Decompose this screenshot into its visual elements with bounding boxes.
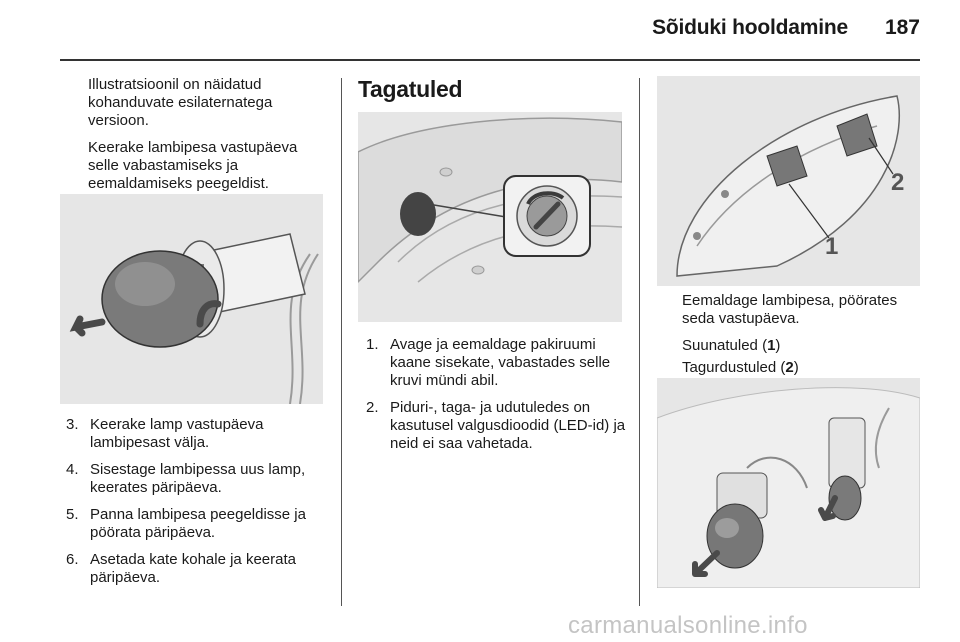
rear-lamp-drawing [657, 76, 920, 286]
step-text: Piduri-, taga- ja udutuledes on kasutusel valgusdioodid (LED-id) ja neid ei saa vahetada. [390, 399, 626, 452]
rear-bulbs-drawing [657, 378, 920, 588]
reverse-light-close: ) [793, 359, 799, 376]
step-4 [66, 461, 328, 497]
step-text: Asetada kate kohale ja keerata päripäeva. [90, 551, 296, 586]
turn-signal-item [682, 337, 922, 355]
bulb-removal-drawing [60, 194, 323, 404]
col3-text [682, 292, 922, 386]
intro-paragraph-1: Illustratsioonil on näidatud kohanduvate esilaternatega versioon. [88, 76, 273, 129]
step-number: 3. [66, 416, 79, 433]
section-title: Tagatuled [358, 76, 463, 102]
rear-bulbs-illustration [657, 378, 920, 588]
col1-intro [88, 76, 328, 202]
step-1 [366, 336, 628, 390]
turn-signal-ref: 1 [767, 337, 776, 354]
header-rule [60, 59, 920, 61]
step-6 [66, 551, 328, 587]
step-number: 2. [366, 399, 379, 416]
reverse-light-label: Tagurdustuled ( [682, 359, 786, 376]
col1-steps [66, 416, 328, 596]
callout-label-1: 1 [825, 233, 839, 260]
trunk-lid-drawing [358, 112, 622, 322]
step-number: 6. [66, 551, 79, 568]
trunk-lid-illustration [358, 112, 622, 322]
watermark: carmanualsonline.info [568, 612, 808, 639]
turn-signal-close: ) [775, 337, 781, 354]
step-number: 1. [366, 336, 379, 353]
remove-socket-paragraph: Eemaldage lambipesa, pöörates seda vastupäeva. [682, 292, 898, 327]
page-number: 187 [884, 16, 920, 39]
step-number: 4. [66, 461, 79, 478]
step-5 [66, 506, 328, 542]
reverse-light-item [682, 359, 922, 377]
callout-label-2: 2 [891, 169, 905, 196]
reverse-light-ref: 2 [785, 359, 794, 376]
col2-heading [358, 76, 628, 102]
bulb-removal-illustration [60, 194, 323, 404]
col2-steps [366, 336, 628, 462]
step-2 [366, 399, 628, 453]
column-divider-left [341, 78, 342, 606]
chapter-title: Sõiduki hooldamine [652, 16, 848, 39]
step-number: 5. [66, 506, 79, 523]
rear-lamp-illustration [657, 76, 920, 286]
step-text: Sisestage lambipessa uus lamp, keerates päripäeva. [90, 461, 306, 496]
page-header [0, 0, 960, 62]
step-text: Avage ja eemaldage pakiruumi kaane sisekate, vabastades selle kruvi mündi abil. [390, 336, 611, 389]
step-text: Keerake lamp vastupäeva lambipesast välja. [90, 416, 264, 451]
turn-signal-label: Suunatuled ( [682, 337, 768, 354]
column-divider-right [639, 78, 640, 606]
step-3 [66, 416, 328, 452]
intro-paragraph-2: Keerake lambipesa vastupäeva selle vabastamiseks ja eemaldamiseks peegeldist. [88, 139, 298, 192]
step-text: Panna lambipesa peegeldisse ja pöörata päripäeva. [90, 506, 306, 541]
